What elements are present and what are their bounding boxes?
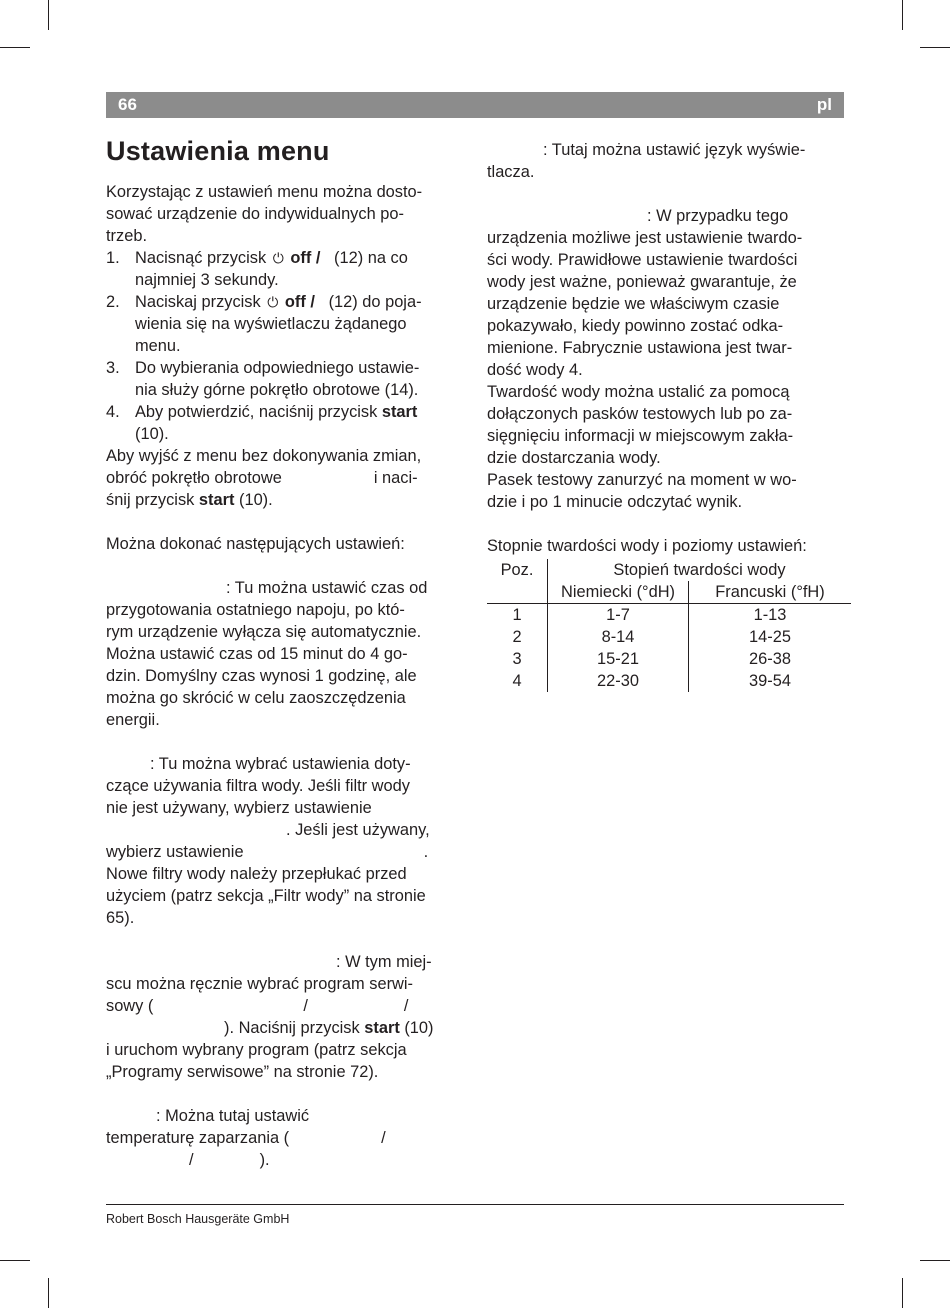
- left-column: Korzystając z ustawień menu można dosto- sować urządzenie do indywidualnych po- trzeb. 1. Nacisnąć przycisk ⏻ off / (12) na co najmniej 3 sekundy. 2. Naciskaj przycisk ⏻ off / (12) do poja- wienia się na wyświetlaczu żądanego menu. 3. Do wybierania odpowiedniego ustawie- nia służy górne pokrętło obrotowe (14). 4. Aby potwierdzić, naciśnij przycisk start (10). Aby wyjść z menu bez dokonywania zmian, obróć pokrętło obrotowe i naci- śnij przycisk start (10). Można dokonać następujących ustawień: : Tu można ustawić czas od przygotowania ostatniego napoju, po któ- rym urządzenie wyłącza się automatycznie. Można ustawić czas od 15 minut do 4 go- dzin. Domyślny czas wynosi 1 godzinę, ale można go skrócić w celu zaoszczędzenia energii. : Tu można wybrać ustawienia doty- czące używania filtra wody. Jeśli filtr wody nie jest używany, wybierz ustawienie . Jeśli jest używany, wybierz ustawienie . Nowe filtry wody należy przepłukać przed użyciem (patrz sekcja „Filtr wody” na stronie 65). : W tym miej- scu można ręcznie wybrać program serwi- sowy ( / / ). Naciśnij przycisk start (10) i uruchom wybrany program (patrz sekcja „Programy serwisowe” na stronie 72). : Można tutaj ustawić temperaturę zaparzania ( / / ).: [106, 181, 466, 1171]
- page-number: 66: [118, 95, 137, 114]
- step-item: 4. Aby potwierdzić, naciśnij przycisk start (10).: [106, 403, 418, 443]
- crop-mark: [920, 1260, 950, 1261]
- language-text: : Tutaj można ustawić język wyświe-: [543, 141, 806, 159]
- intro-line: trzeb.: [106, 227, 147, 245]
- intro-line: Korzystając z ustawień menu można dosto-: [106, 183, 423, 201]
- hardness-text: : W przypadku tego: [647, 207, 789, 225]
- intro-line: sować urządzenie do indywidualnych po-: [106, 205, 404, 223]
- crop-mark: [920, 47, 950, 48]
- step-item: 1. Nacisnąć przycisk ⏻ off / (12) na co najmniej 3 sekundy.: [106, 249, 408, 289]
- crop-mark: [0, 47, 30, 48]
- exit-text: Aby wyjść z menu bez dokonywania zmian,: [106, 447, 422, 465]
- exit-text: obróć pokrętło obrotowe i naci-: [106, 469, 418, 487]
- settings-intro: Można dokonać następujących ustawień:: [106, 535, 405, 553]
- hardness-table: [487, 559, 851, 692]
- power-icon: ⏻: [272, 250, 284, 266]
- right-column: : Tutaj można ustawić język wyświe- tlacza. : W przypadku tego urządzenia możliwe jest ustawienie twardo- ści wody. Prawidłowe ustawienie twardości wody jest ważne, ponieważ gwarantuje, że urządzenie będzie we właściwym czasie pokazywało, kiedy powinno zostać odka- mienione. Fabrycznie ustawiona jest twar- dość wody 4. Twardość wody można ustalić za pomocą dołączonych pasków testowych lub po za- sięgnięciu informacji w miejscowym zakła- dzie dostarczania wody. Pasek testowy zanurzyć na moment w wo- dzie i po 1 minucie odczytać wynik. Stopnie twardości wody i poziomy ustawień: Poz. Stopień twardości wody Niemiecki (°dH) Francuski (°fH) 1 1-7 1-13 2 8-14 14-25 3 15-21 26-38 4 22-30 39-54: [487, 139, 847, 692]
- crop-mark: [48, 1278, 49, 1308]
- steps-list: [106, 247, 466, 445]
- table-row: 4 22-30 39-54: [487, 670, 851, 692]
- step-item: 3. Do wybierania odpowiedniego ustawie- nia służy górne pokrętło obrotowe (14).: [106, 359, 420, 399]
- table-title: Stopnie twardości wody i poziomy ustawień:: [487, 537, 807, 555]
- exit-text: śnij przycisk start (10).: [106, 491, 273, 509]
- temperature-text: : Można tutaj ustawić: [156, 1107, 310, 1125]
- table-row: 3 15-21 26-38: [487, 648, 851, 670]
- table-header-fr: Francuski (°fH): [689, 581, 852, 604]
- crop-mark: [902, 1278, 903, 1308]
- footer-rule: [106, 1204, 844, 1205]
- language-code: pl: [816, 95, 832, 114]
- step-item: 2. Naciskaj przycisk ⏻ off / (12) do poja- wienia się na wyświetlaczu żądanego menu.: [106, 293, 422, 355]
- crop-mark: [0, 1260, 30, 1261]
- filter-text: : Tu można wybrać ustawienia doty-: [150, 755, 411, 773]
- table-header-group: Stopień twardości wody: [613, 561, 786, 579]
- footer-company: Robert Bosch Hausgeräte GmbH: [106, 1212, 290, 1226]
- page-header-bar: [106, 92, 844, 118]
- power-icon: ⏻: [267, 294, 279, 310]
- table-row: 2 8-14 14-25: [487, 626, 851, 648]
- crop-mark: [48, 0, 49, 30]
- table-header-level: Poz.: [487, 559, 548, 604]
- table-header-de: Niemiecki (°dH): [548, 581, 689, 604]
- page-title: Ustawienia menu: [106, 136, 330, 166]
- service-text: : W tym miej-: [336, 953, 432, 971]
- table-row: 1 1-7 1-13: [487, 604, 851, 627]
- crop-mark: [902, 0, 903, 30]
- auto-off-text: : Tu można ustawić czas od: [226, 579, 428, 597]
